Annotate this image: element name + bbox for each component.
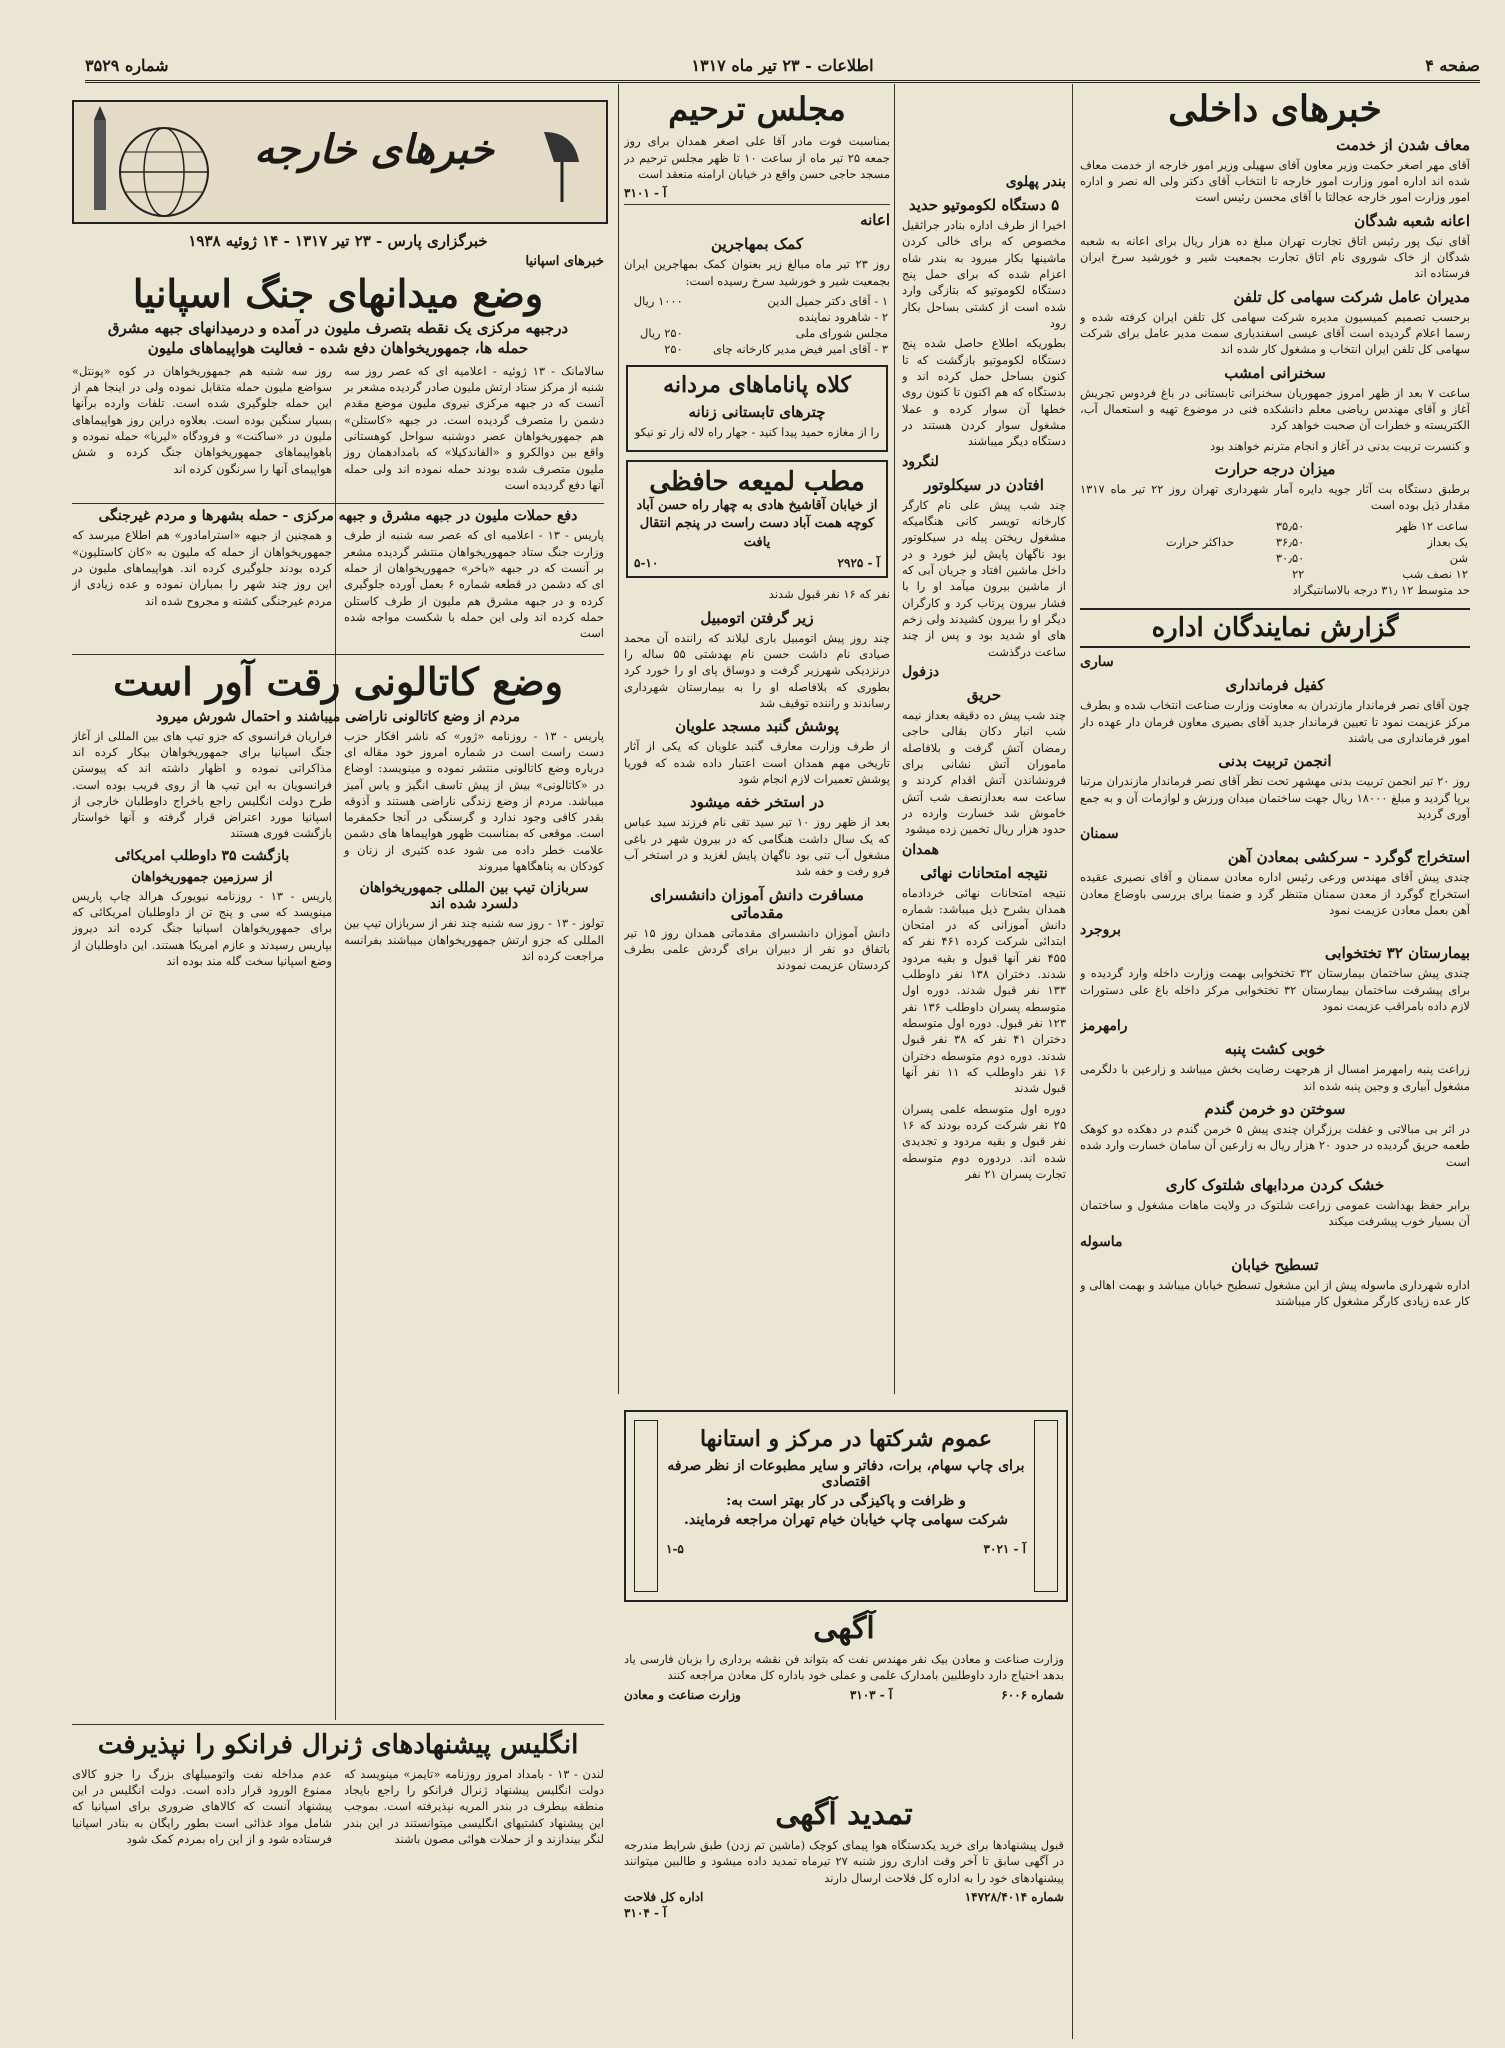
headline: استخراج گوگرد - سرکشی بمعادن آهن [1227,848,1470,867]
donations-table [624,293,890,357]
headline: سربازان تیپ بین المللی جمهوریخواهان دلسرد شده اند [359,880,589,913]
article-text: پاریس - ۱۳ - روزنامه نیویورک هرالد چاپ پاریس مینویسد که سی و پنج تن از داوطلبان امریکائی که برای جمهوریخواهان اسپانیا جنگ کرده اند دیروز بپاریس رسیدند و عازم امریکا هستند. این داوطلبان از وضع اسپانیا سخت گله مند بوده اند [72,888,332,969]
paper-date: اطلاعات - ۲۳ تیر ماه ۱۳۱۷ [691,56,874,75]
subheadline: مردم از وضع کاتالونی ناراضی میباشند و احتمال شورش میرود [155,708,521,725]
article-text: پاریس - ۱۳ - روزنامه «ژور» که ناشر افکار حزب دست راست است در شماره امروز خود مقاله ای درباره وضع کاتالونی منتشر نموده و مینویسد: اوضاع در «کاتالونی» بیش از پیش تاسف انگیز و یاس آمیز میباشد. مردم از وضع زندگی ناراضی هستند و آذوقه بقدر کافی وجود ندارد و گرسنگی در آنجا حکمفرما است. موقعی که بمناسبت ظهور هواپیماها های دشمن علامت خطر داده می شود عده کثیری از زنان و کودکان به پناهگاهها میروند [344,728,604,874]
city-label: لنگرود [902,453,939,470]
temp-average: حد متوسط ۱۲ ۳۱٫ درجه بالاسانتیگراد [1292,582,1470,597]
city-label: بندر پهلوی [1005,174,1066,190]
ad-ref: شماره ۶۰۰۶ [1001,1687,1064,1702]
headline: دفع حملات ملیون در جبهه مشرق و جبهه مرکزی - حمله بشهرها و مردم غیرجنگی [72,503,604,524]
city-label: همدان [902,841,939,858]
article-text: دوره اول متوسطه علمی پسران ۲۵ نفر شرکت کرده بودند که ۱۶ نفر قبول و بقیه مردود و تجدیدی شده اند. دردوره دوم متوسطه تجارت پسران ۲۱ نفر [902,1101,1066,1182]
ad-code: آ - ۲۹۲۵ [837,556,880,571]
temp-label: شن [1449,550,1468,565]
article-text: چندی پیش آقای مهندس ورعی رئیس اداره معادن سمنان و آقای نصیری عقیده استخراج گوگرد از معدن سمنان متنظر گرد و ضمنا برای بررسی باوضاع معادن آهن بعمل معادن عزیمت نمود [1080,870,1470,918]
article-text: چند روز پیش اتومبیل باری لیلاند که راننده آن محمد صیادی نام داشت حسن نام بهدشتی ۵۵ ساله را درنزدیکی شهرزیر گرفت و دوساق پای او را خورد کرد بطوری که بلافاصله او را به بیمارستان شهرداری رساندند و راننده توقیف شد [624,630,890,710]
ad-code: آ - ۳۱۰۴ [624,1905,667,1920]
provincial-news-column [902,86,1066,1391]
ad-code: آ - ۳۱۰۳ [849,1687,893,1702]
printing-ad-line: شرکت سهامی چاپ خیابان خیام تهران مراجعه فرمایند. [684,1512,1008,1528]
amount: ۲۵۰ ریال [639,325,683,340]
article-text: زراعت پنبه رامهرمز امسال از هرجهت رضایت بخش میباشد و زارعین با دلگرمی مشغول آبیاری و وجین پنبه شده اند [1080,1062,1470,1093]
headline: ۵ دستگاه لکوموتیو حدید [908,196,1060,214]
temp-label: یک بعداز [1427,534,1468,549]
printing-ad [624,1410,1068,1602]
ornament-border [1034,1420,1058,1592]
main-headline: وضع میدانهای جنگ اسپانیا [132,271,544,316]
donor: ۳ - آقای امیر فیض مدیر کارخانه چای [713,341,888,356]
ad-ref: شماره ۱۴۷۲۸/۴۰۱۴ [964,1889,1064,1904]
temp-value: ۳۶٫۵۰ [1275,534,1305,549]
table-row [1080,534,1470,550]
reports-banner: گزارش نمایندگان اداره [1080,608,1470,649]
headline: مسافرت دانش آموزان دانشسرای مقدماتی [650,885,864,922]
table-row [624,309,890,325]
foreign-news-section [72,232,604,1392]
ad-signature: اداره کل فلاحت [624,1889,704,1904]
article-text: چند شب پیش علی نام کارگر کارخانه تویسر کانی هنگامیکه مشغول ریختن پیله در سیکلوتور بود ناگهان پایش لیز خورد و در داخل ماشین افتاد و جریان آبی که از ماشین بیرون میآمد او را با فشار بیرون پرتاب کرد و کارگران دیگر او را بیرون کشیدند ولی زخم های او شدید بود و پس از چند ساعت درگذشت [902,497,1066,659]
headline: نتیجه امتحانات نهائی [920,863,1048,882]
article-text: اخیرا از طرف اداره بنادر جراثقیل مخصوص که برای خالی کردن ماشینها بکار میرود به بندر شاه اعزام شده که برای حمل پنج دستگاه لکوموتیو که بتازگی وارد شده است از کشتی بساحل بکار رود [902,218,1066,330]
headline: خوبی کشت پنبه [1224,1040,1326,1059]
ad-text: وزارت صناعت و معادن بیک نفر مهندس نفت که بتواند فن نقشه برداری را بزبان فارسی یاد بدهد احتیاج دارد داوطلبین بامدارک علمی و عملی خود باداره کل معادن مراجعه کنند [624,1652,1064,1683]
table-row [624,293,890,309]
city-label: رامهرمز [1080,1018,1128,1035]
temp-value: ۳۵٫۵۰ [1275,518,1305,533]
article-text: و همچنین از جبهه «استرامادور» هم اطلاع میرسد که جمهوریخواهان از حمله که ملیون به «کان کاستلیون» کرده بودند جلوگیری کرده اند. هواپیماهای ملیون در این روز چند شهر را بمباران نموده و عده زیادی از مردم غیرجنگی کشته و مجروح شده اند [72,528,332,608]
headline: بازگشت ۳۵ داوطلب امریکائی [114,847,290,864]
main-headline: وضع کاتالونی رقت آور است [72,654,604,703]
clinic-ad [626,460,888,578]
memorial-text: بمناسبت فوت مادر آقا علی اصغر همدان برای روز جمعه ۲۵ تیر ماه از ساعت ۱۰ تا ظهر مجلس ترحیم در مسجد حاجی حسن واقع در خیابان ارامنه منعقد است [624,134,890,181]
headline: میزان درجه حرارت [1214,459,1336,478]
main-headline: انگلیس پیشنهادهای ژنرال فرانکو را نپذیرفت [72,1724,604,1760]
headline: کمک بمهاجرین [711,235,803,254]
section-label: خبرهای اسپانیا [525,254,604,269]
job-ad [624,1610,1064,1780]
city-label: دزفول [902,663,940,680]
domestic-news-banner: خبرهای داخلی [1168,88,1382,130]
foreign-news-masthead [72,100,608,224]
issue-number: شماره ۳۵۲۹ [85,56,169,75]
article-text: چندی پیش ساختمان بیمارستان ۳۲ تختخوابی بهمت وزارت داخله وارد گردیده و برای پیشرفت ساختمان بیمارستان ۳۲ تختخوابی مرکز داخله باغ علی دستورات لازم داده بامراقب عزیمت نمود [1080,966,1470,1014]
ad-text: قبول پیشنهادها برای خرید یکدستگاه هوا پیمای کوچک (ماشین تم زدن) طبق شرایط مندرجه در آگهی سابق تا آخر وقت اداری روز شنبه ۲۷ تیرماه تمدید داده میشود و طالبین میتوانند پیشنهادهای خود را به اداره کل فلاحت ارسال دارند [624,1838,1064,1885]
article-text: چون آقای نصر فرماندار مازندران به معاونت وزارت صناعت انتخاب شده و بطرف مرکز عزیمت نمود تا تعیین فرماندار جدید آقای بصیری معاون فرمان دار عهده دار امور فرمانداری می باشند [1080,698,1470,746]
article-text: ساعت ۷ بعد از ظهر امروز جمهوریان سخنرانی تابستانی در باغ فردوس تجریش آغاز و آقای مهندس ریاضی معلم دانشکده فنی در موضوع تهیه و استعمال آب، الکتریسته و خطرات آن صحبت خواهد کرد [1080,385,1470,433]
article-text: عدم مداخله نفت واتومبیلهای بزرگ را جزو کالای ممنوع الورود قرار داده است. دولت انگلیس در این پیشنهاد آنست که کالاهای ضروری برای اسپانیا که شامل مواد غذائی است بطور رایگان به بنادر اسپانیا فرستاده شود و از این راه بمردم کمک شود [72,1766,332,1846]
city-label: ماسوله [1080,1233,1123,1250]
article-text: پاریس - ۱۳ - اعلامیه ای که عصر سه شنبه از طرف وزارت جنگ ستاد جمهوریخواهان منتشر گردیده مشعر بر آنست که در جبهه «باخر» جمهوریخواهان از حمله ای که دشمن در قطعه شماره ۶ بعمل آورده جلوگیری کرده و در جبهه مشرق هم ملیون از طرف کاستلن حمله کرده اند ولی این حمله با شکست مواجه شده است [344,528,604,641]
headline: معاف شدن از خدمت [1336,135,1470,154]
amount: ۱۰۰۰ ریال [633,293,683,308]
temp-label: ۱۲ نصف شب [1402,566,1468,581]
article-text: و کنسرت تربیت بدنی در آغاز و انجام مترنم خواهند بود [1210,438,1470,453]
foreign-news-banner: خبرهای خارجه [254,126,494,173]
page-number: صفحه ۴ [1425,56,1480,75]
printing-ad-line: و ظرافت و پاکیزگی در کار بهتر است به: [726,1493,966,1509]
domestic-news-column [1080,86,1470,2036]
temp-label: ساعت ۱۲ ظهر [1396,518,1468,533]
headline: زیر گرفتن اتومبیل [700,608,814,627]
table-row [624,325,890,341]
temp-value: ۲۲ [1291,566,1305,581]
memorial-banner: مجلس ترحیم [668,90,846,128]
article-text: چند شب پیش ده دقیقه بعداز نیمه شب انبار دکان بقالی حاجی رمضان آتش گرفت و بلافاصله ماموران آتش نشانی برای فرونشاندن آتش اقدام کردند و ساعت سه بعدازنصف شب آتش خاموش شد خسارت وارده در حدود هزار ریال تخمین زده میشود [902,707,1066,837]
ad-signature: وزارت صناعت و معادن [624,1687,741,1702]
headline: حریق [966,685,1002,704]
subheadline: حمله ها، جمهوریخواهان دفع شده - فعالیت هواپیماهای ملیون [147,338,529,357]
hat-ad-text: را از مغازه حمید پیدا کنید - جهار راه لاله زار تو نیکو [634,425,880,440]
england-franco-article [72,1724,604,2039]
table-row [1080,550,1470,566]
table-row [1080,518,1470,534]
article-text: دانش آموزان دانشسرای مقدماتی همدان روز ۱۵ تیر باتفاق دو نفر از دبیران برای گردش علمی بطرف کردستان عزیمت نمودند [624,925,890,973]
article-text: بعد از ظهر روز ۱۰ تیر سید تقی نام فرزند سید عباس که یک سال داشت هنگامی که در بیرون شهر در باغی مشغول آب تنی بود ناگهان پایش لغزید و در استخر آب فرو رفت و خفه شد [624,815,890,879]
headline: سخنرانی امشب [1224,363,1326,382]
donor: ۱ - آقای دکتر جمیل الدین [767,293,888,308]
agency-line: خبرگزاری پارس - ۲۳ تیر ۱۳۱۷ - ۱۴ ژوئیه ۱۹۳۸ [188,232,488,250]
article-text: روز سه شنبه هم جمهوریخواهان در کوه «پونتل» سواضع ملیون حمله متقابل نموده ولی در اینجا هم از این حمله جلوگیری شده است. تلفات وارده برآنها بسیار سنگین بوده است. بعلاوه دراین روز هواپیماهای ملیون در «ساکنت» و فرودگاه «لیریا» حمله نموده و باهواپیماهای جمهوریخواهان جنگ کرده و شش هواپیمای آنها را سرنگون کرده اند [72,363,332,476]
extension-ad [624,1796,1064,2036]
donor: ۲ - شاهرود نماینده [798,309,888,324]
article-text: برطبق دستگاه بت آثار جویه دایره آمار شهرداری تهران روز ۲۲ تیر ماه ۱۳۱۷ مقدار ذیل بوده است [1080,481,1470,513]
section-label: اعانه [860,211,890,230]
headline: تسطیح خیابان [1231,1255,1319,1274]
ad-code: آ - ۳۱۰۱ [624,186,667,201]
subheadline: از سرزمین جمهوریخواهان [131,869,273,885]
printing-ad-line: برای چاپ سهام، برات، دفاتر و سایر مطبوعات از نظر صرفه اقتصادی [667,1458,1025,1490]
headline: کفیل فرمانداری [1225,676,1325,695]
article-text: سالامانک - ۱۳ ژوئیه - اعلامیه ای که عصر روز سه شنبه از مرکز ستاد ارتش ملیون صادر گردیده مشعر بر آنست که در جبهه مرکزی نیروی ملیون موضع مقدم دشمن را متصرف گردیده است. در جبهه «کاستلن» هم جمهوریخواهان عصر دوشنبه سواحل کوهستانی واقع بین دوالکرو و «الفاندکیلا» که بامدادهمان روز ملیون متصرف شده بودند حمله نموده اند ولی حمله آنها دفع گردیده است [344,363,604,493]
headline: سوختن دو خرمن گندم [1204,1100,1346,1119]
headline: پوشش گنبد مسجد علویان [675,717,839,736]
headline: اعانه شعبه شدگان [1354,211,1470,230]
amount [624,309,685,325]
article-text: فراریان فرانسوی که جزو تیپ های بین المللی از آغاز جنگ اسپانیا برای جمهوریخواهان بیکار کرده اند مذاکراتی نموده و اظهار داشته اند که پیوستن فرانسویان به این تیپ ها از روی فریب بوده است. طرح دولت انگلیس راجع باخراج داوطلبان خارجی از اسپانیا مورد اعتراض قرار گرفته و آنها خواستار بازگشت فوری هستند [72,728,332,841]
temp-value: ۳۰٫۵۰ [1275,550,1305,565]
article-text: در اثر بی مبالاتی و غفلت برزگران چندی پیش ۵ خرمن گندم در دهکده دو کوهک طعمه حریق گردیده در حدود ۲۰ هزار ریال به زارعین آن سامان خسارت وارد شده است [1080,1122,1470,1169]
article-text: بطوریکه اطلاع حاصل شده پنج دستگاه لکوموتیو بازگشت که تا کنون بساحل حمل کرده اند و بدستگاه که هم اکنون تا کنون روی خطها آن سوار کرده و عملا مشغول سوار کردن هستند در دستگاه دیگر میباشند [902,336,1066,449]
ad-number: ۵-۱۰ [634,556,659,571]
temp-extra: حداکثر حرارت [1165,534,1235,549]
article-text: آقای مهر اصغر حکمت وزیر معاون آقای سهیلی وزیر امور خارجه از خدمت معاف شده اند اداره امور وزارت امور خارجه تا انتخاب آقای دکتر ولی اله نصر و اداره امور وزارت امور خارجه عجالتا با آقای محسن رئیس است [1080,157,1470,205]
article-text: از طرف وزارت معارف گنبد علویان که یکی از آثار تاریخی مهم همدان است اعتبار داده شده که فوریا پوشش تعمیرات لازم انجام شود [624,739,890,786]
article-text: اداره شهرداری ماسوله پیش از این مشغول تسطیح خیابان میباشد و بهمت اهالی و کار عده زیادی کارگر مشغول کار میباشند [1080,1277,1470,1308]
headline: خشک کردن مردابهای شلتوک کاری [1165,1176,1385,1195]
city-label: ساری [1080,654,1114,671]
article-text: برحسب تصمیم کمیسیون مدیره شرکت سهامی کل تلفن ایران کرفته شده و رسما اعلام گردیده است آقای عیسی اسفندیاری سمت مدیر عامل برای شرکت سهامی کل تلفن ایران انتخاب و مشغول کار شده اند [1080,309,1470,357]
clinic-ad-title: مطب لمیعه حافظی [649,467,865,498]
article-text: روز ۲۳ تیر ماه مبالغ زیر بعنوان کمک بمهاجرین ایران بجمعیت شیر و خورشید سرخ رسیده است: [624,257,890,288]
column-rule [618,84,619,1394]
ad-number: ۱-۵ [666,1542,684,1556]
table-row [624,341,890,357]
hat-ad [626,365,888,453]
hat-ad-title: کلاه پاناماهای مردانه [663,371,851,398]
headline: افتادن در سیکلوتور [924,475,1044,494]
city-label: سمنان [1080,826,1119,843]
article-text: لندن - ۱۳ - بامداد امروز روزنامه «تایمز» مینویسد که دولت انگلیس پیشنهاد ژنرال فرانکو را راجع بایجاد منطقه بیطرف در بندر المریه نپذیرفته است. بموجب این پیشنهاد کشتیهای انگلیسی میتوانستند در این بندر لنگر بیندازند و از حملات هوائی مصون باشند [344,1766,604,1846]
article-text: تولوز - ۱۳ - روز سه شنبه چند نفر از سربازان تیپ بین المللی که جزو ارتش جمهوریخواهان میباشند بفرانسه مراجعت کرده اند [344,916,604,964]
subheadline: درجبهه مرکزی یک نقطه بتصرف ملیون در آمده و درمیدانهای جبهه مشرق [107,318,569,337]
headline: مدیران عامل شرکت سهامی کل تلفن [1233,287,1470,306]
amount: ۲۵۰ [664,341,683,356]
page-header [85,56,1480,83]
city-label: بروجرد [1080,922,1121,939]
table-row [1080,566,1470,582]
printing-ad-title: عموم شرکتها در مرکز و استانها [699,1426,993,1452]
hat-ad-subtitle: چترهای تابستانی زنانه [688,403,826,422]
ad-title: تمدید آگهی [775,1797,913,1832]
headline: در استخر خفه میشود [689,793,825,812]
ad-title: آگهی [813,1611,875,1646]
notices-column [624,86,890,1391]
headline: انجمن تربیت بدنی [1218,752,1332,771]
clinic-ad-text: از خیابان آقاشیخ هادی به چهار راه حسن آباد کوچه همت آباد دست راست در پنجم انتقال یافت [636,497,878,550]
headline: بیمارستان ۳۲ تختخوابی [1324,944,1470,963]
temperature-table [1080,518,1470,582]
column-rule [894,84,895,1394]
ad-code: آ - ۳۰۲۱ [983,1542,1026,1556]
divider [624,204,890,205]
article-text: آقای نیک پور رئیس اتاق تجارت تهران مبلغ ده هزار ریال برای اعانه به شعبه شدگان از خاک شوروی نام اتاق تجارت بجمعیت شیر و خورشید سرخ ایران فرستاده اند [1080,233,1470,281]
article-text: روز ۲۰ تیر انجمن تربیت بدنی مهشهر تحت نظر آقای نصر فرماندار مازندران مرتبا برپا گردید و مبلغ ۱۸۰۰۰ ریال جهت ساختمان میدان ورزش و لوازمات آن و به جمع آوری گردید [1080,774,1470,822]
column-rule [1072,84,1073,2039]
ornament-border [634,1420,658,1592]
article-text: برابر حفظ بهداشت عمومی زراعت شلتوک در ولایت ماهات مشغول و ساختمان آن بسیار خوب پیشرفت میکند [1080,1198,1470,1229]
article-text: نفر که ۱۶ نفر قبول شدند [768,587,890,602]
article-text: نتیجه امتحانات نهائی خردادماه همدان بشرح ذیل میباشد: شماره دانش آموزانی که در امتحان ابتدائی شرکت کرده ۴۶۱ نفر که ۴۵۵ نفر آنها قبول و بقیه مردود شدند. دختران ۱۳۸ نفر داوطلب ۱۳۳ نفر قبول شدند. دوره اول متوسطه پسران داوطلب ۱۳۶ نفر ۱۲۳ نفر قبول. دوره اول متوسطه دختران ۴۱ نفر که ۳۸ نفر قبول شدند. دوره دوم متوسطه دختران ۱۶ نفر داوطلب که ۱۱ نفر آنها قبول شدند [902,885,1066,1096]
donor: مجلس شورای ملی [795,325,888,340]
